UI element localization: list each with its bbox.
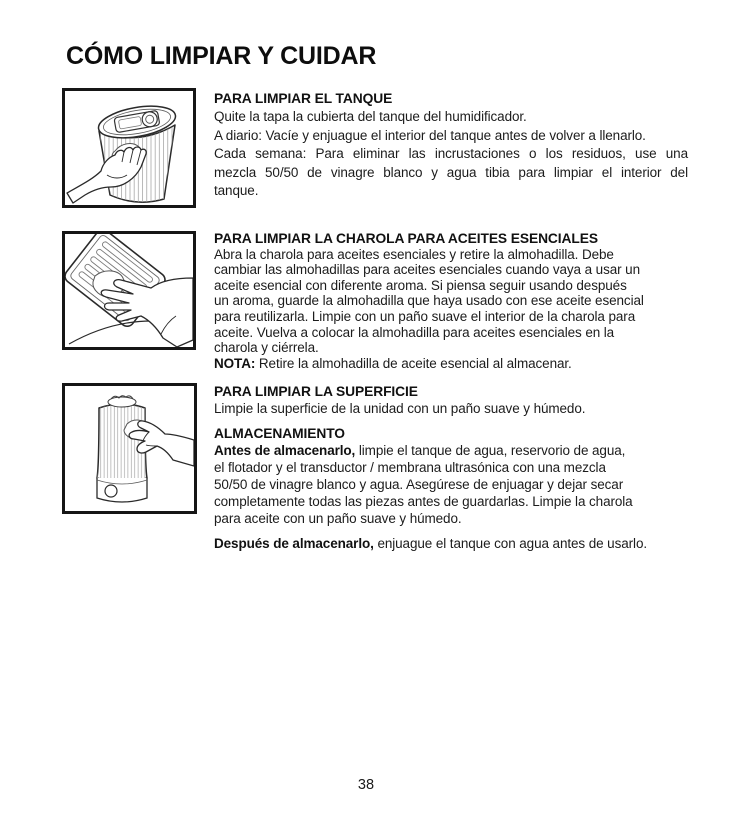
- paragraph-line: aceite esencial con diferente aroma. Si piensa seguir usando después: [214, 277, 627, 293]
- section-text: [214, 90, 690, 200]
- note-text: Retire la almohadilla de aceite esencial al almacenar.: [258, 355, 572, 371]
- paragraph-line: charola y ciérrela.: [214, 340, 319, 356]
- section-text: [214, 231, 706, 371]
- section-heading: PARA LIMPIAR EL TANQUE: [214, 91, 393, 106]
- section-text: [214, 383, 706, 552]
- paragraph-line: para aceite con un paño suave y húmedo.: [214, 511, 462, 526]
- paragraph-line: [214, 442, 706, 459]
- paragraph-line: mezcla 50/50 de vinagre blanco y agua tibia para limpiar el interior del: [214, 164, 688, 180]
- paragraph-line: Quite la tapa la cubierta del tanque del humidificador.: [214, 109, 527, 125]
- paragraph-line: A diario: Vacíe y enjuague el interior del tanque antes de volver a llenarlo.: [214, 127, 646, 143]
- section-heading: PARA LIMPIAR LA SUPERFICIE: [214, 384, 418, 399]
- storage-heading: ALMACENAMIENTO: [214, 426, 345, 441]
- page-title: CÓMO LIMPIAR Y CUIDAR: [66, 42, 377, 70]
- paragraph-line: 50/50 de vinagre blanco y agua. Asegúrese de enjuagar y dejar secar: [214, 477, 624, 492]
- before-storage-text: limpie el tanque de agua, reservorio de agua,: [358, 443, 626, 458]
- illustration-box-tray: [62, 231, 196, 350]
- paragraph-line: para reutilizarla. Limpie con un paño suave el interior de la charola para: [214, 308, 636, 324]
- paragraph-line: el flotador y el transductor / membrana ultrasónica con una mezcla: [214, 460, 606, 475]
- after-storage-text: enjuague el tanque con agua antes de usarlo.: [377, 536, 648, 551]
- after-storage-line: [214, 535, 706, 552]
- paragraph-line: completamente todas las piezas antes de guardarlas. Limpie la charola: [214, 494, 633, 509]
- note-line: [214, 356, 706, 372]
- hand-wiping-tray-icon: [65, 234, 193, 347]
- note-label: NOTA:: [214, 355, 256, 371]
- paragraph-line: un aroma, guarde la almohadilla que haya usado con ese aceite esencial: [214, 293, 644, 309]
- illustration-box-unit: [62, 383, 197, 514]
- paragraph-line: tanque.: [214, 183, 259, 199]
- illustration-box-tank: [62, 88, 196, 208]
- section-heading: PARA LIMPIAR LA CHAROLA PARA ACEITES ESENCIALES: [214, 231, 598, 246]
- paragraph-line: Limpie la superficie de la unidad con un paño suave y húmedo.: [214, 401, 586, 416]
- after-storage-label: Después de almacenarlo,: [214, 536, 374, 551]
- paragraph-line: aceite. Vuelva a colocar la almohadilla para aceites esenciales en la: [214, 324, 615, 340]
- page-number: 38: [357, 777, 375, 793]
- paragraph-line: Abra la charola para aceites esenciales y retire la almohadilla. Debe: [214, 246, 614, 262]
- paragraph-line: Cada semana: Para eliminar las incrustaciones o los residuos, use una: [214, 146, 688, 162]
- hand-cleaning-tank-icon: [65, 91, 193, 205]
- before-storage-label: Antes de almacenarlo,: [214, 443, 356, 458]
- paragraph-line: cambiar las almohadillas para aceites esenciales cuando vaya a usar un: [214, 262, 640, 278]
- hand-wiping-unit-icon: [65, 386, 194, 511]
